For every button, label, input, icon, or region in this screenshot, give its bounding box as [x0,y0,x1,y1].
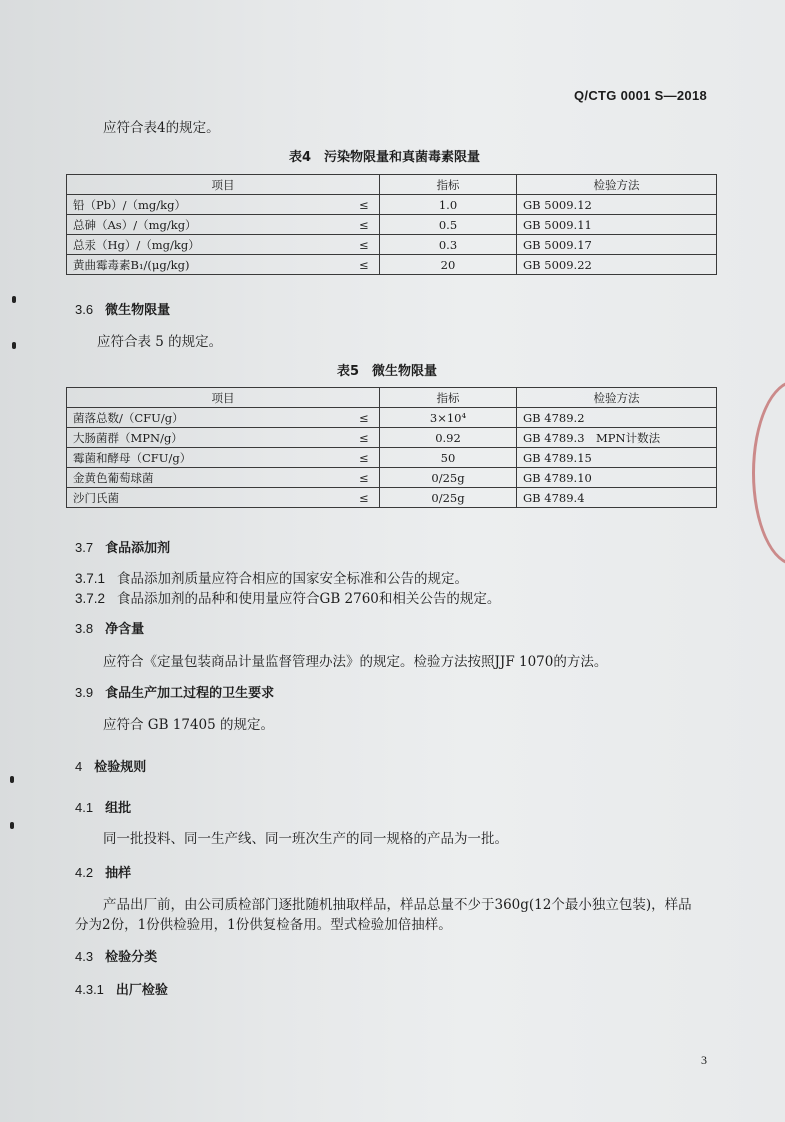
section-title: 出厂检验 [115,983,168,998]
cell-method: GB 4789.2 [517,408,717,428]
section-title: 食品添加剂 [105,541,171,556]
table4 [66,174,717,275]
section-number: 4.2 [75,865,94,880]
table-row [67,468,717,488]
cell-value: 0/25g [380,488,517,508]
cell-method: GB 5009.22 [517,255,717,275]
cell-value: 0/25g [380,468,517,488]
clause-3-7-1 [75,567,468,587]
cell-item: 金黄色葡萄球菌 [67,468,349,488]
section-3-8-heading [75,618,144,637]
section-3-9-text: 应符合 GB 17405 的规定。 [103,717,275,733]
section-3-6-heading [75,299,170,318]
cell-sym: ≤ [349,408,380,428]
table-row [67,255,717,275]
cell-item: 菌落总数/（CFU/g） [67,408,349,428]
cell-method: GB 5009.17 [517,235,717,255]
clause-text: 食品添加剂的品种和使用量应符合GB 2760和相关公告的规定。 [117,591,501,607]
table-row [67,195,717,215]
cell-value: 0.3 [380,235,517,255]
section-title: 检验分类 [105,950,158,965]
cell-sym: ≤ [349,448,380,468]
cell-sym: ≤ [349,468,380,488]
section-3-8-text: 应符合《定量包装商品计量监督管理办法》的规定。检验方法按照JJF 1070的方法。 [103,654,608,670]
section-title: 净含量 [105,622,145,637]
binding-hole-mark [10,822,14,829]
cell-sym: ≤ [349,195,380,215]
section-title: 检验规则 [94,760,147,775]
section-number: 3.7 [75,540,94,555]
section-4-1-text: 同一批投料、同一生产线、同一班次生产的同一规格的产品为一批。 [103,831,508,847]
cell-sym: ≤ [349,215,380,235]
section-4-2-line1: 产品出厂前，由公司质检部门逐批随机抽取样品，样品总量不少于360g(12个最小独立包装)，样品 [103,897,692,913]
cell-item: 铅（Pb）/（mg/kg） [67,195,349,215]
cell-item: 总汞（Hg）/（mg/kg） [67,235,349,255]
binding-hole-mark [12,342,16,349]
cell-sym: ≤ [349,488,380,508]
table-row [67,448,717,468]
section-number: 4.3 [75,949,94,964]
section-4-3-1-heading [75,979,168,998]
clause-number: 3.7.1 [75,571,106,586]
section-4-2-heading [75,862,131,881]
table5-caption: 表5 微生物限量 [337,364,438,379]
table-row [67,235,717,255]
cell-item: 沙门氏菌 [67,488,349,508]
cell-method: GB 4789.3 MPN计数法 [517,428,717,448]
table-row [67,215,717,235]
cell-method: GB 5009.12 [517,195,717,215]
section-title: 组批 [105,801,132,816]
cell-item: 总砷（As）/（mg/kg） [67,215,349,235]
table-row [67,488,717,508]
cell-item: 黄曲霉毒素B₁/(μg/kg) [67,255,349,275]
cell-method: GB 4789.4 [517,488,717,508]
section-3-9-heading [75,682,274,701]
section-4-heading [75,756,146,775]
cell-value: 1.0 [380,195,517,215]
section-title: 抽样 [105,866,132,881]
col-header-value: 指标 [380,388,517,408]
cell-sym: ≤ [349,428,380,448]
cell-item: 大肠菌群（MPN/g） [67,428,349,448]
cell-value: 0.92 [380,428,517,448]
cell-method: GB 4789.15 [517,448,717,468]
binding-hole-mark [12,296,16,303]
col-header-item: 项目 [67,388,380,408]
section-4-2-line2: 分为2份，1份供检验用，1份供复检备用。型式检验加倍抽样。 [75,917,452,933]
clause-number: 3.7.2 [75,591,106,606]
section-title: 微生物限量 [105,303,171,318]
section-number: 3.6 [75,302,94,317]
section-4-3-heading [75,946,157,965]
section-number: 3.8 [75,621,94,636]
binding-hole-mark [10,776,14,783]
table-header-row [67,388,717,408]
cell-method: GB 5009.11 [517,215,717,235]
cell-value: 0.5 [380,215,517,235]
section-number: 4.3.1 [75,982,104,997]
section-number: 4 [75,759,83,774]
clause-text: 食品添加剂质量应符合相应的国家安全标准和公告的规定。 [117,571,469,587]
section-3-7-heading [75,537,170,556]
table-row [67,428,717,448]
table4-caption: 表4 污染物限量和真菌毒素限量 [289,150,481,165]
section-number: 4.1 [75,800,94,815]
col-header-item: 项目 [67,175,380,195]
col-header-value: 指标 [380,175,517,195]
intro-line: 应符合表4的规定。 [103,120,220,136]
cell-value: 50 [380,448,517,468]
section-4-1-heading [75,797,131,816]
cell-value: 3×10⁴ [380,408,517,428]
red-seal-stamp [752,380,785,566]
section-number: 3.9 [75,685,94,700]
table5 [66,387,717,508]
document-code: Q/CTG 0001 S—2018 [574,88,707,103]
cell-item: 霉菌和酵母（CFU/g） [67,448,349,468]
section-3-6-text: 应符合表 5 的规定。 [97,334,223,350]
section-title: 食品生产加工过程的卫生要求 [105,686,275,701]
page-number: 3 [701,1053,707,1067]
col-header-method: 检验方法 [517,175,717,195]
table-header-row [67,175,717,195]
clause-3-7-2 [75,587,500,607]
col-header-method: 检验方法 [517,388,717,408]
cell-value: 20 [380,255,517,275]
cell-sym: ≤ [349,235,380,255]
cell-sym: ≤ [349,255,380,275]
table-row [67,408,717,428]
cell-method: GB 4789.10 [517,468,717,488]
